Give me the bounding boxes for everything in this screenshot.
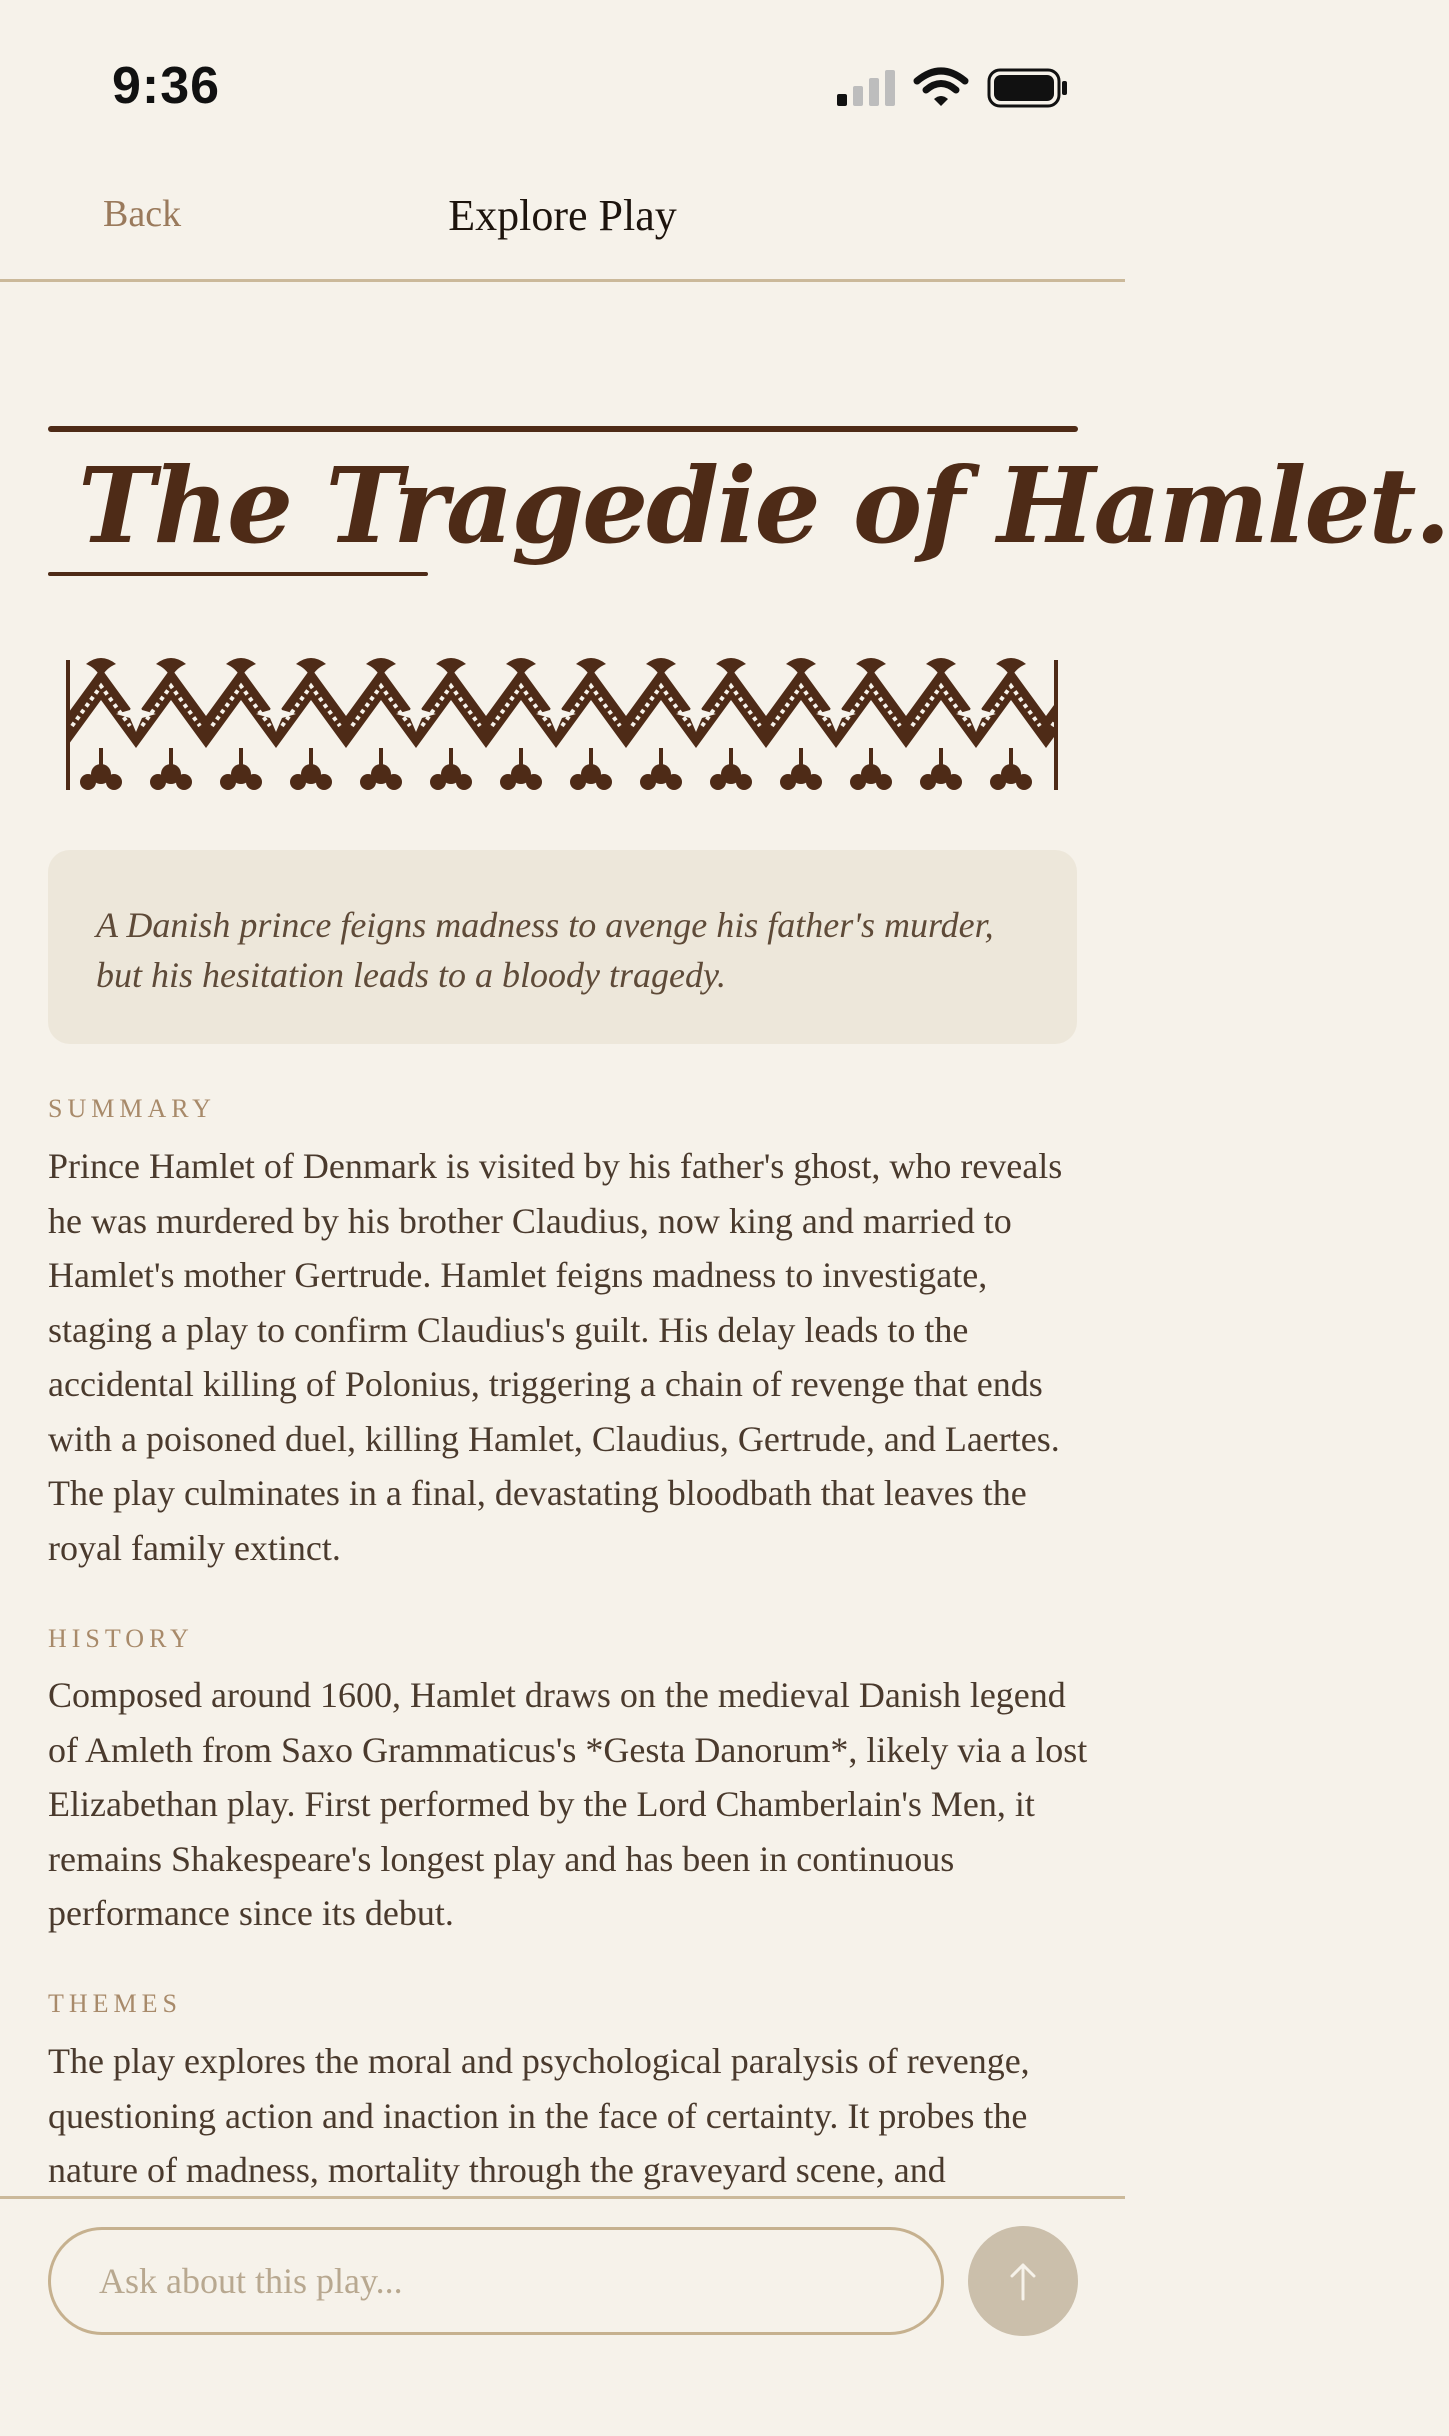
- cellular-signal-icon: [837, 70, 895, 106]
- section-heading-history: HISTORY: [48, 1624, 194, 1653]
- title-rule-bottom: [48, 572, 428, 576]
- section-body-summary: Prince Hamlet of Denmark is visited by his father's ghost, who reveals he was murdered by his brother Claudius, now king and married to Hamlet's mother Gertrude. Hamlet feigns madness to investigate, staging a play to confirm Claudius's guilt. His delay leads to the accidental killing of Polonius, triggering a chain of revenge that ends with a poisoned duel, killing Hamlet, Claudius, Gertrude, and Laertes. The play culminates in a final, devastating bloodbath that leaves the royal family extinct.: [48, 1146, 1063, 1568]
- nav-bar: [0, 130, 1125, 282]
- wifi-icon: [915, 69, 967, 107]
- play-title-art: [48, 420, 1449, 595]
- section-body-themes: The play explores the moral and psychological paralysis of revenge, questioning action and inaction in the face of certainty. It probes the nature of madness, mortality through the graveyard scene, and: [48, 2041, 1030, 2190]
- ask-input[interactable]: [48, 2227, 944, 2335]
- back-button[interactable]: Back: [103, 193, 182, 235]
- arrow-up-icon: [1008, 2261, 1038, 2301]
- section-body-history: Composed around 1600, Hamlet draws on the medieval Danish legend of Amleth from Saxo Grammaticus's *Gesta Danorum*, likely via a lost Elizabethan play. First performed by the Lord Chamberlain's Men, it remains Shakespeare's longest play and has been in continuous performance since its debut.: [48, 1675, 1088, 1933]
- status-bar: [0, 0, 1125, 130]
- section-heading-summary: SUMMARY: [48, 1094, 216, 1123]
- synopsis-card: [48, 850, 1077, 1044]
- play-title: The Tragedie of Hamlet.: [78, 444, 1449, 567]
- status-time: 9:36: [112, 57, 221, 115]
- section-heading-themes: THEMES: [48, 1989, 182, 2018]
- battery-icon: [987, 68, 1069, 108]
- synopsis-text: A Danish prince feigns madness to avenge his father's murder, but his hesitation leads to a bloody tragedy.: [96, 905, 994, 995]
- page-title: Explore Play: [448, 191, 677, 240]
- send-button[interactable]: [968, 2226, 1078, 2336]
- ornament-border-image: [66, 656, 1058, 794]
- title-rule-top: [48, 426, 1078, 432]
- status-icons: [837, 64, 1069, 112]
- chat-input-bar: [0, 2196, 1125, 2436]
